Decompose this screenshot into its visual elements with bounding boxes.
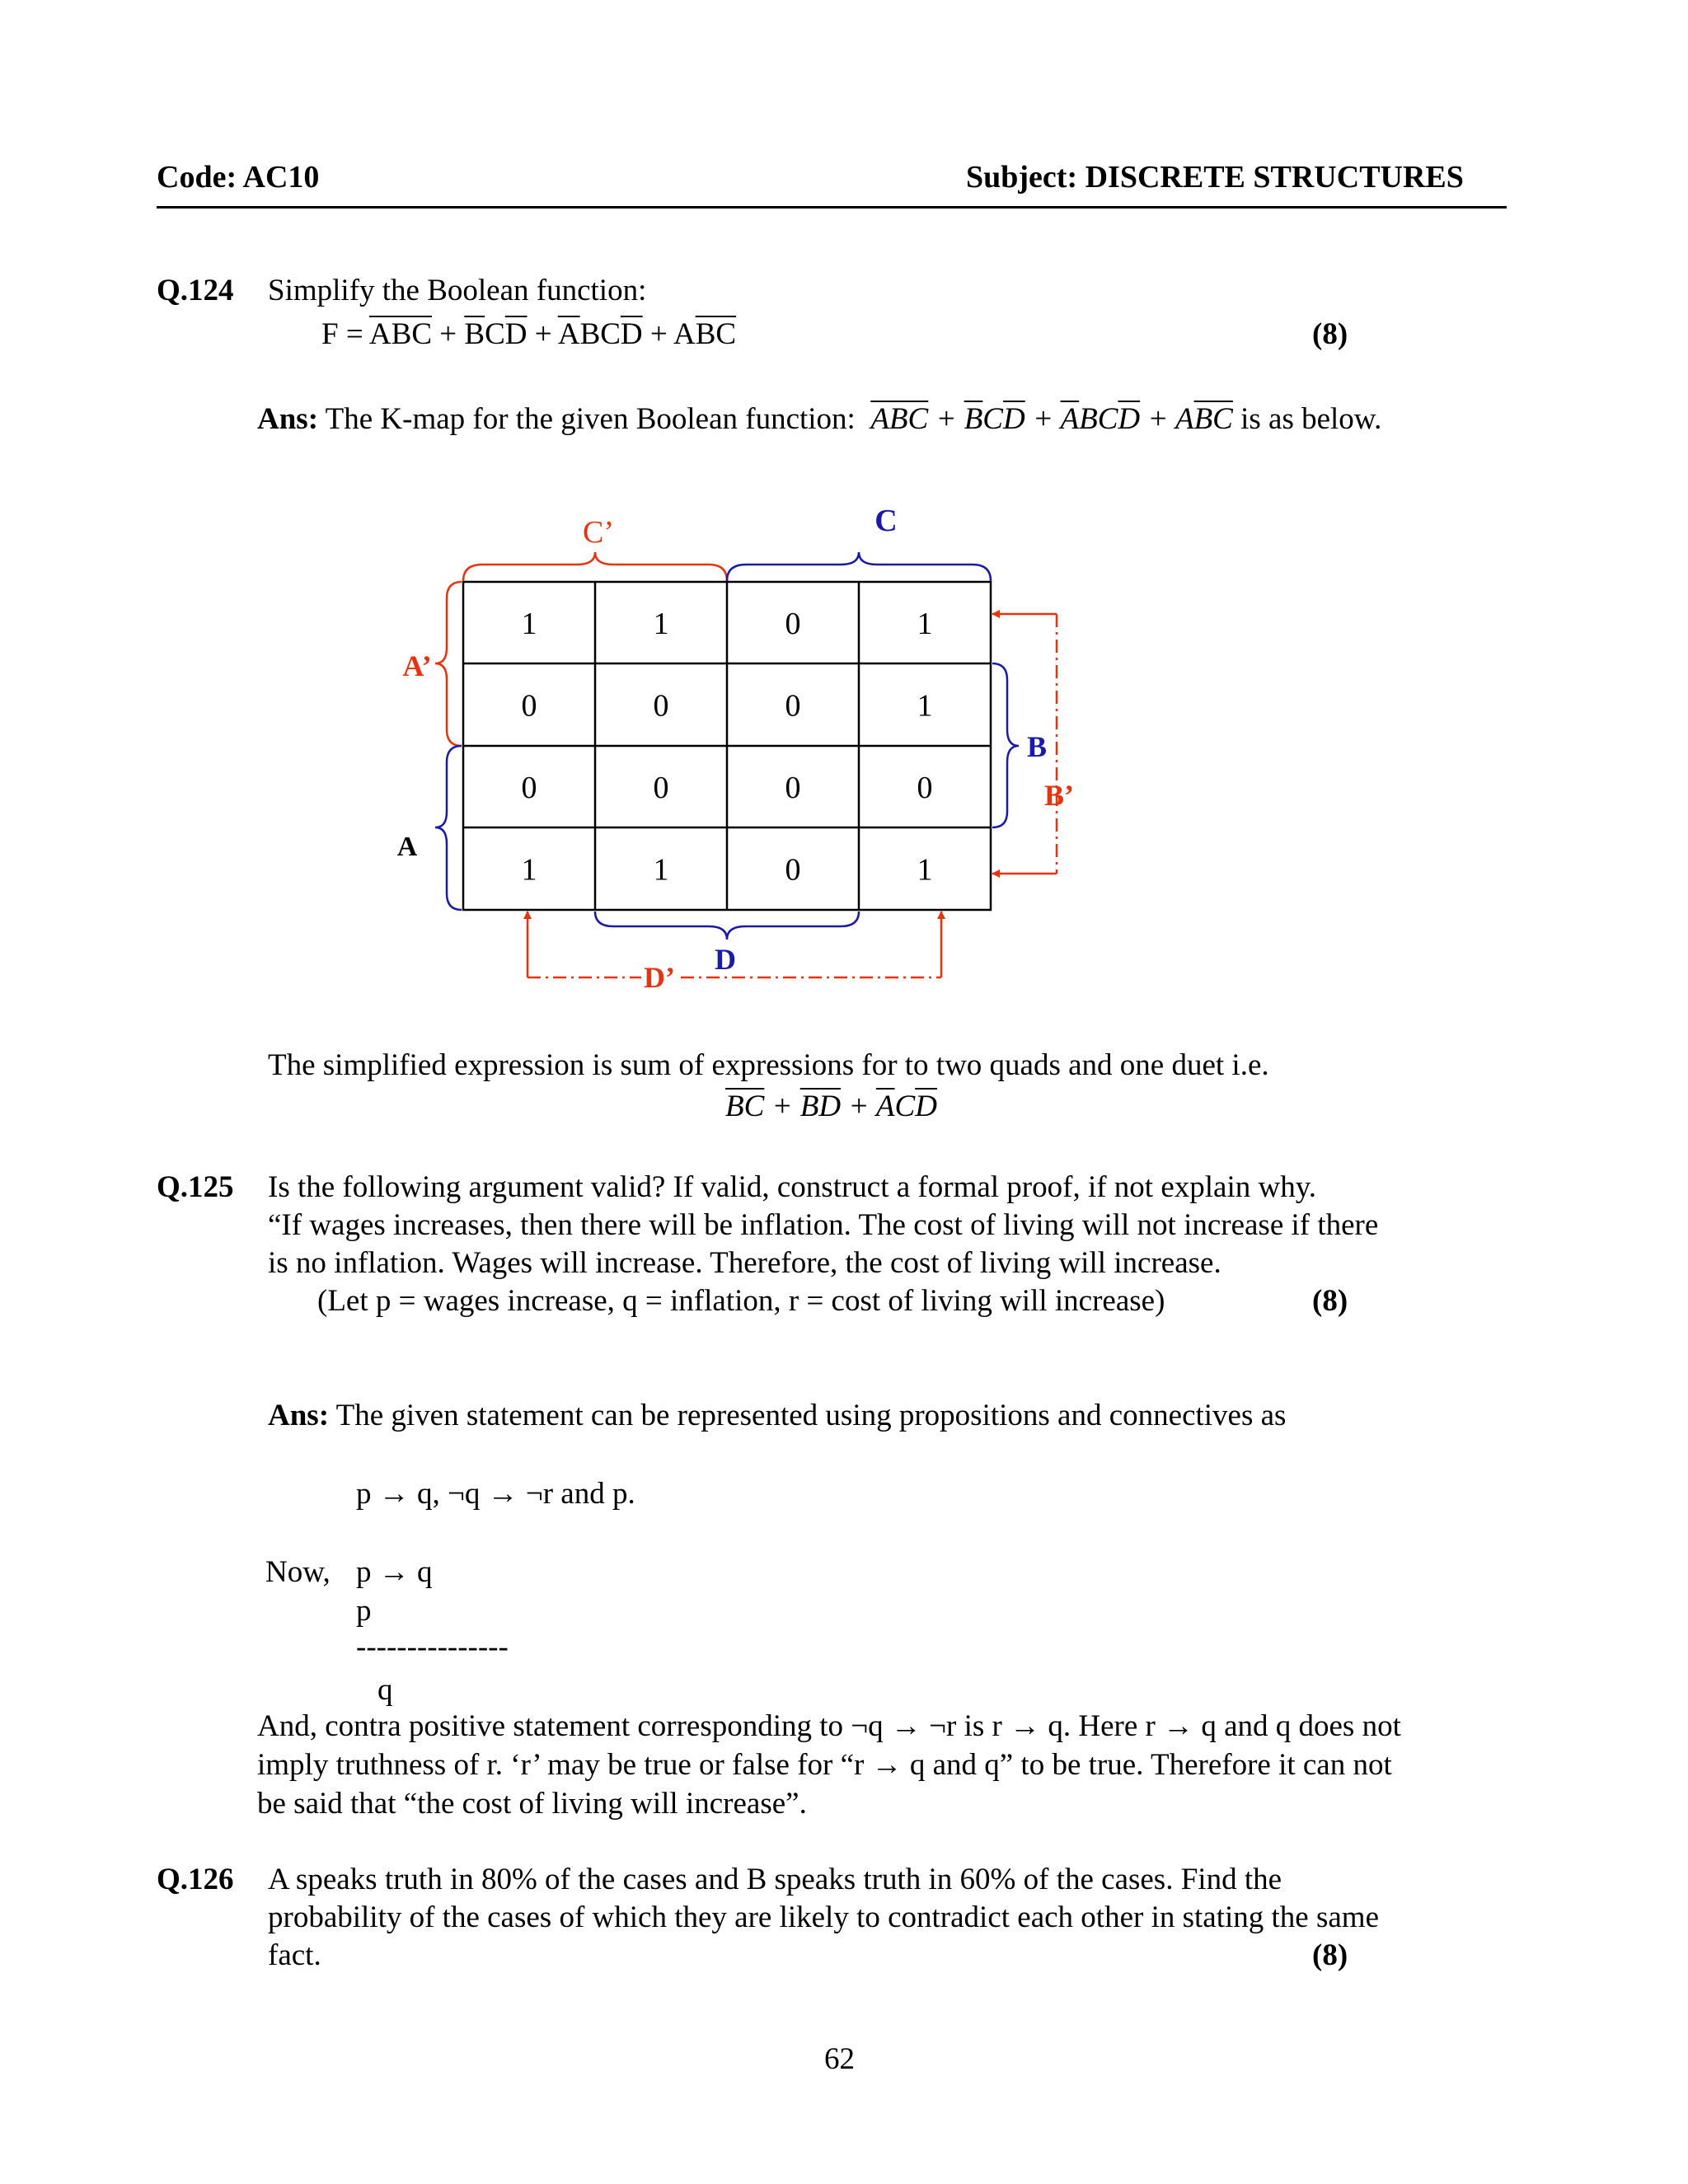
q125-step2: p — [356, 1594, 372, 1628]
kmap-diagram — [0, 0, 1688, 1030]
q124-simplified-expression: $\overline{BC} + \overline{BD} + \overline{A}C\overline{D}$ — [725, 1090, 937, 1123]
kmap-cell-value: 0 — [917, 770, 933, 805]
d-brace — [595, 912, 859, 940]
q125-marks: (8) — [1312, 1284, 1348, 1318]
q124-simplified-text: The simplified expression is sum of expressions for to two quads and one duet i.e. — [268, 1048, 1269, 1082]
q126-line1: A speaks truth in 80% of the cases and B speaks truth in 60% of the cases. Find the — [268, 1863, 1282, 1896]
ans-text-before: The K-map for the given Boolean function: — [325, 402, 856, 436]
kmap-cell-value: 1 — [521, 852, 537, 888]
q125-number: Q.125 — [157, 1170, 234, 1204]
q126-number: Q.126 — [157, 1863, 234, 1896]
a-label: A — [396, 832, 418, 862]
kmap-cell-value: 0 — [785, 688, 801, 724]
q124-prompt: Simplify the Boolean function: — [268, 274, 647, 307]
kmap-cell-value: 0 — [521, 688, 537, 724]
kmap-cell-value: 0 — [653, 770, 669, 805]
q124-answer: Ans: The K-map for the given Boolean function: $\overline{ABC} + \overline{B}C\overline{D} + \overline{A}BC\overline{D} + A\overline{BC}$ is as below. — [257, 402, 1382, 436]
ans-text: The given statement can be represented using propositions and connectives as — [335, 1399, 1287, 1432]
a-prime-label: A’ — [402, 649, 432, 682]
function-prefix: F = — [321, 317, 363, 351]
q126-line2: probability of the cases of which they are likely to contradict each other in stating the same — [268, 1900, 1379, 1934]
q125-line3: is no inflation. Wages will increase. Therefore, the cost of living will increase. — [268, 1246, 1221, 1280]
q124-marks: (8) — [1312, 317, 1348, 351]
kmap-cell-value: 0 — [785, 770, 801, 805]
q125-line2: “If wages increases, then there will be inflation. The cost of living will not increase if there — [268, 1208, 1379, 1242]
kmap-grid — [463, 582, 991, 910]
kmap-cell-value: 1 — [653, 852, 669, 888]
q125-dashes: --------------- — [356, 1630, 509, 1664]
c-label: C — [874, 504, 898, 538]
kmap-cell-value: 0 — [785, 606, 801, 641]
header-subject: Subject: DISCRETE STRUCTURES — [966, 160, 1464, 194]
c-prime-label: C’ — [583, 515, 614, 550]
c-prime-brace — [463, 552, 727, 581]
kmap-cell-value: 1 — [521, 606, 537, 641]
header-code: Code: AC10 — [157, 160, 320, 194]
b-label: B — [1026, 730, 1048, 763]
q125-line4: (Let p = wages increase, q = inflation, r = cost of living will increase) — [317, 1284, 1165, 1318]
kmap-cell-value: 0 — [653, 688, 669, 724]
kmap-cell-value: 0 — [521, 770, 537, 805]
a-brace — [435, 746, 462, 910]
page-number: 62 — [824, 2042, 855, 2076]
kmap-cell-value: 1 — [917, 852, 933, 888]
b-brace — [992, 663, 1019, 827]
ans-label: Ans: — [268, 1399, 330, 1432]
c-brace — [727, 552, 991, 581]
a-prime-brace — [435, 582, 462, 746]
q125-para2: imply truthness of r. ‘r’ may be true or false for “r → q and q” to be true. Therefore it can not — [257, 1748, 1392, 1782]
q126-line3: fact. — [268, 1938, 321, 1972]
q125-para3: be said that “the cost of living will increase”. — [257, 1787, 807, 1821]
q125-now: Now, — [265, 1555, 331, 1589]
d-label: D — [715, 943, 736, 976]
d-prime-label: D’ — [644, 961, 675, 994]
q125-step1: p → q — [356, 1555, 433, 1589]
kmap-cell-value: 1 — [917, 688, 933, 724]
q125-props: p → q, ¬q → ¬r and p. — [356, 1477, 635, 1511]
q124-number: Q.124 — [157, 274, 234, 307]
q125-line1: Is the following argument valid? If valid, construct a formal proof, if not explain why. — [268, 1170, 1317, 1204]
ans-label: Ans: — [257, 402, 319, 436]
q124-function: $F = \overline{AB}\overline{C} + \overline{B}C\overline{D} + \overline{A}BC\overline{D} + A\overline{B}\overline{C}$ — [321, 317, 737, 351]
q125-answer — [268, 1397, 1286, 1435]
b-prime-label: B’ — [1044, 779, 1074, 812]
q125-step3: q — [377, 1673, 393, 1707]
kmap-cell-value: 1 — [917, 606, 933, 641]
kmap-cell-value: 1 — [653, 606, 669, 641]
q125-para1: And, contra positive statement corresponding to ¬q → ¬r is r → q. Here r → q and q does not — [257, 1709, 1401, 1743]
q126-marks: (8) — [1312, 1938, 1348, 1972]
ans-text-after: is as below. — [1240, 402, 1382, 436]
kmap-cell-value: 0 — [785, 852, 801, 888]
